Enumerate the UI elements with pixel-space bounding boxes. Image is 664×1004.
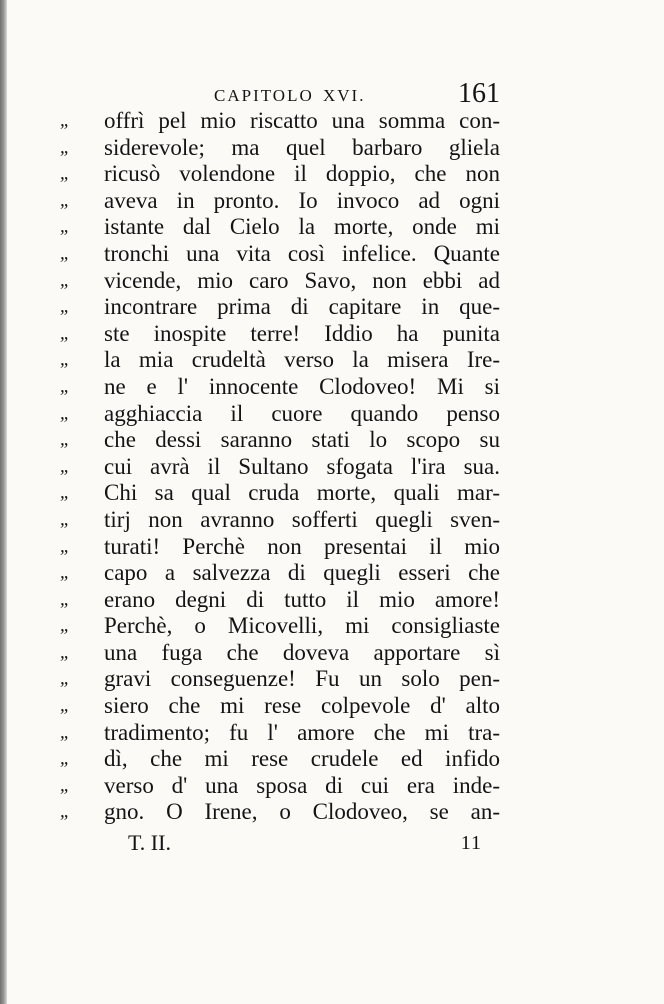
signature-mark: 11: [460, 832, 482, 854]
quotation-mark: ,,: [60, 668, 68, 690]
chapter-title: CAPITOLO XVI.: [214, 86, 366, 105]
text-line: [60, 560, 500, 587]
quotation-mark: ,,: [60, 216, 68, 238]
text-line: [60, 480, 500, 507]
text-line: [60, 613, 500, 640]
line-text: Chi sa qual cruda morte, quali mar-: [104, 480, 500, 506]
text-line: [60, 401, 500, 428]
text-line: [60, 640, 500, 667]
quotation-mark: ,,: [60, 801, 68, 823]
quotation-mark: ,,: [60, 695, 68, 717]
line-text: Perchè, o Micovelli, mi consigliaste: [104, 613, 500, 639]
text-line: [60, 321, 500, 348]
quotation-mark: ,,: [60, 296, 68, 318]
text-line: [60, 507, 500, 534]
line-text: agghiaccia il cuore quando penso: [104, 400, 500, 426]
quotation-mark: ,,: [60, 322, 68, 344]
text-line: [60, 746, 500, 773]
text-line: [60, 454, 500, 481]
line-text: la mia crudeltà verso la misera Ire-: [104, 347, 500, 373]
quotation-mark: ,,: [60, 349, 68, 371]
text-line: [60, 587, 500, 614]
text-line: [60, 347, 500, 374]
line-text: ricusò volendone il doppio, che non: [104, 161, 500, 187]
line-text: gno. O Irene, o Clodoveo, se an-: [104, 799, 500, 825]
quotation-mark: ,,: [60, 402, 68, 424]
text-line: [60, 374, 500, 401]
line-text: incontrare prima di capitare in que-: [104, 294, 500, 320]
text-line: [60, 188, 500, 215]
quotation-mark: ,,: [60, 748, 68, 770]
quotation-mark: ,,: [60, 562, 68, 584]
quotation-mark: ,,: [60, 615, 68, 637]
text-line: [60, 799, 500, 826]
text-line: [60, 693, 500, 720]
quotation-mark: ,,: [60, 721, 68, 743]
line-text: tirj non avranno sofferti quegli sven-: [104, 506, 500, 532]
text-line: [60, 108, 500, 135]
quotation-mark: ,,: [60, 269, 68, 291]
quotation-mark: ,,: [60, 242, 68, 264]
text-line: [60, 268, 500, 295]
text-line: [60, 294, 500, 321]
text-line: [60, 720, 500, 747]
line-text: ne e l' innocente Clodoveo! Mi si: [104, 373, 500, 399]
quotation-mark: ,,: [60, 375, 68, 397]
quotation-mark: ,,: [60, 429, 68, 451]
quotation-mark: ,,: [60, 482, 68, 504]
line-text: tronchi una vita così infelice. Quante: [104, 240, 500, 266]
quotation-mark: ,,: [60, 189, 68, 211]
volume-mark: T. II.: [128, 830, 171, 855]
line-text: vicende, mio caro Savo, non ebbi ad: [104, 267, 500, 293]
text-line: [60, 534, 500, 561]
quotation-mark: ,,: [60, 588, 68, 610]
line-text: tradimento; fu l' amore che mi tra-: [104, 719, 500, 745]
quotation-mark: ,,: [60, 136, 68, 158]
text-line: [60, 666, 500, 693]
page-footer: [60, 830, 500, 862]
quotation-mark: ,,: [60, 641, 68, 663]
text-line: [60, 161, 500, 188]
quotation-mark: ,,: [60, 508, 68, 530]
text-line: [60, 427, 500, 454]
line-text: aveva in pronto. Io invoco ad ogni: [104, 187, 500, 213]
line-text: erano degni di tutto il mio amore!: [104, 586, 500, 612]
quotation-mark: ,,: [60, 455, 68, 477]
line-text: offrì pel mio riscatto una somma con-: [104, 108, 500, 133]
page-binding-edge: [0, 0, 7, 1004]
text-line: [60, 214, 500, 241]
page-number: 161: [458, 78, 500, 109]
line-text: che dessi saranno stati lo scopo su: [104, 427, 500, 453]
line-text: gravi conseguenze! Fu un solo pen-: [104, 666, 500, 692]
line-text: verso d' una sposa di cui era inde-: [104, 772, 500, 798]
body-text: [60, 108, 500, 826]
text-line: [60, 241, 500, 268]
quotation-mark: ,,: [60, 535, 68, 557]
line-text: siderevole; ma quel barbaro gliela: [104, 134, 500, 160]
line-text: istante dal Cielo la morte, onde mi: [104, 214, 500, 240]
quotation-mark: ,,: [60, 163, 68, 185]
line-text: siero che mi rese colpevole d' alto: [104, 693, 500, 719]
line-text: cui avrà il Sultano sfogata l'ira sua.: [104, 453, 500, 479]
line-text: dì, che mi rese crudele ed infido: [104, 746, 500, 772]
line-text: ste inospite terre! Iddio ha punita: [104, 320, 500, 346]
quotation-mark: ,,: [60, 110, 68, 131]
text-line: [60, 773, 500, 800]
line-text: turati! Perchè non presentai il mio: [104, 533, 500, 559]
line-text: una fuga che doveva apportare sì: [104, 639, 500, 665]
line-text: capo a salvezza di quegli esseri che: [104, 560, 500, 586]
text-line: [60, 135, 500, 162]
quotation-mark: ,,: [60, 774, 68, 796]
